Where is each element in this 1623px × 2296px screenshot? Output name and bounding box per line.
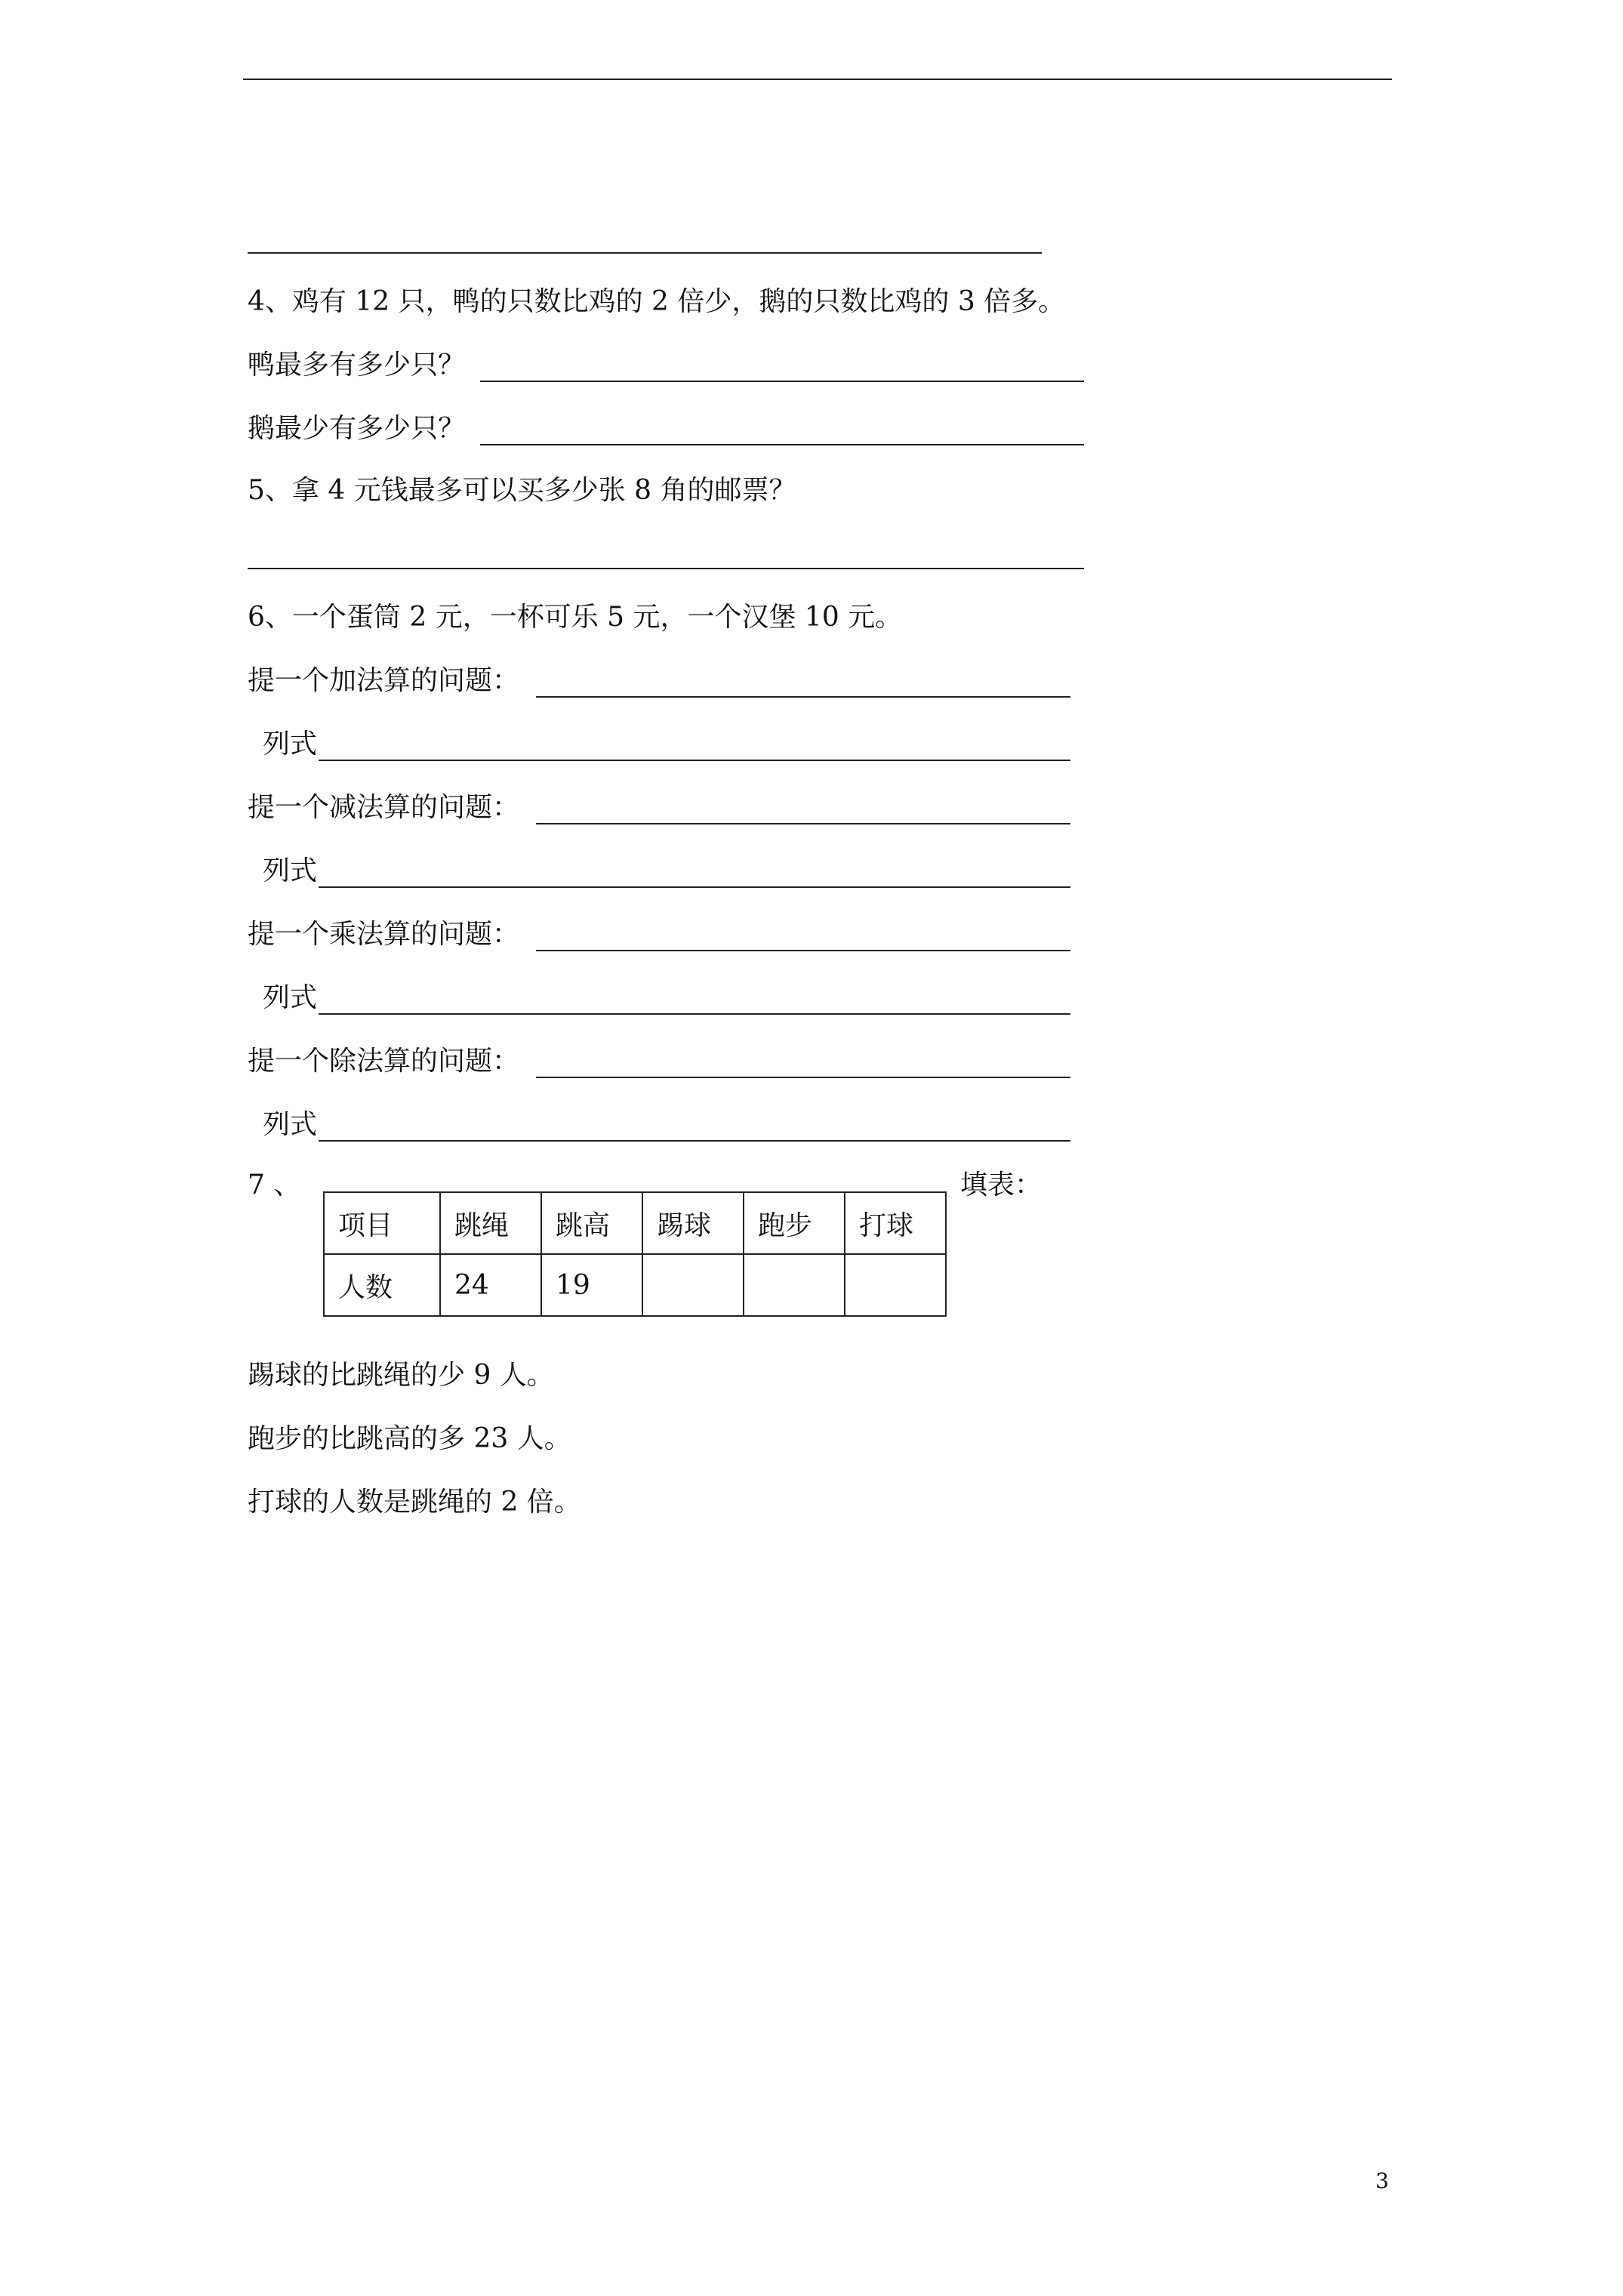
q7-instruction: 填表： xyxy=(960,1170,1042,1200)
table-cell-kickball-count[interactable] xyxy=(642,1254,744,1316)
table-row xyxy=(324,1254,946,1316)
answer-line-div[interactable] xyxy=(536,1077,1070,1078)
page-number: 3 xyxy=(1375,2168,1389,2193)
table-cell-running: 跑步 xyxy=(744,1192,845,1254)
table-cell-item: 项目 xyxy=(324,1192,440,1254)
table-cell-ball-games: 打球 xyxy=(845,1192,946,1254)
table-cell-ball-games-count[interactable] xyxy=(845,1254,946,1316)
formula-line-mul[interactable] xyxy=(319,1013,1070,1015)
q7-number: 7 、 xyxy=(248,1170,301,1200)
answer-line-goose[interactable] xyxy=(480,444,1084,445)
formula-line-add[interactable] xyxy=(319,760,1070,761)
sports-table xyxy=(323,1191,947,1317)
q6-ask-mul: 提一个乘法算的问题： xyxy=(248,919,520,950)
formula-line-div[interactable] xyxy=(319,1140,1070,1142)
q6-formula-mul: 列式 xyxy=(263,982,318,1013)
answer-line-mul[interactable] xyxy=(536,950,1070,951)
table-cell-count-label: 人数 xyxy=(324,1254,440,1316)
q6-formula-div: 列式 xyxy=(263,1109,318,1140)
formula-line-sub[interactable] xyxy=(319,886,1070,888)
table-cell-jump-rope-count: 24 xyxy=(440,1254,541,1316)
table-cell-high-jump: 跳高 xyxy=(541,1192,642,1254)
q4-ask-goose: 鹅最少有多少只？ xyxy=(248,413,466,444)
table-header-row xyxy=(324,1192,946,1254)
q6-stem: 6、一个蛋筒 2 元，一杯可乐 5 元，一个汉堡 10 元。 xyxy=(248,602,903,633)
q6-ask-add: 提一个加法算的问题： xyxy=(248,665,520,696)
q5-stem: 5、拿 4 元钱最多可以买多少张 8 角的邮票？ xyxy=(248,475,796,506)
q6-ask-div: 提一个除法算的问题： xyxy=(248,1046,520,1077)
header-rule xyxy=(243,79,1392,80)
answer-line-add[interactable] xyxy=(536,696,1070,698)
q7-condition-1: 踢球的比跳绳的少 9 人。 xyxy=(248,1360,554,1391)
q6-formula-add: 列式 xyxy=(263,729,318,760)
q6-formula-sub: 列式 xyxy=(263,855,318,886)
table-cell-high-jump-count: 19 xyxy=(541,1254,642,1316)
table-cell-kickball: 踢球 xyxy=(642,1192,744,1254)
q4-ask-duck: 鸭最多有多少只？ xyxy=(248,350,466,381)
q7-condition-3: 打球的人数是跳绳的 2 倍。 xyxy=(248,1487,581,1518)
q6-ask-sub: 提一个减法算的问题： xyxy=(248,792,520,823)
answer-line-q5[interactable] xyxy=(248,568,1084,569)
answer-line-duck[interactable] xyxy=(480,381,1084,382)
q4-stem: 4、鸡有 12 只，鸭的只数比鸡的 2 倍少，鹅的只数比鸡的 3 倍多。 xyxy=(248,286,1066,317)
answer-line-sub[interactable] xyxy=(536,823,1070,824)
table-cell-running-count[interactable] xyxy=(744,1254,845,1316)
answer-line-q3[interactable] xyxy=(248,252,1042,254)
q7-condition-2: 跑步的比跳高的多 23 人。 xyxy=(248,1423,571,1454)
table-cell-jump-rope: 跳绳 xyxy=(440,1192,541,1254)
